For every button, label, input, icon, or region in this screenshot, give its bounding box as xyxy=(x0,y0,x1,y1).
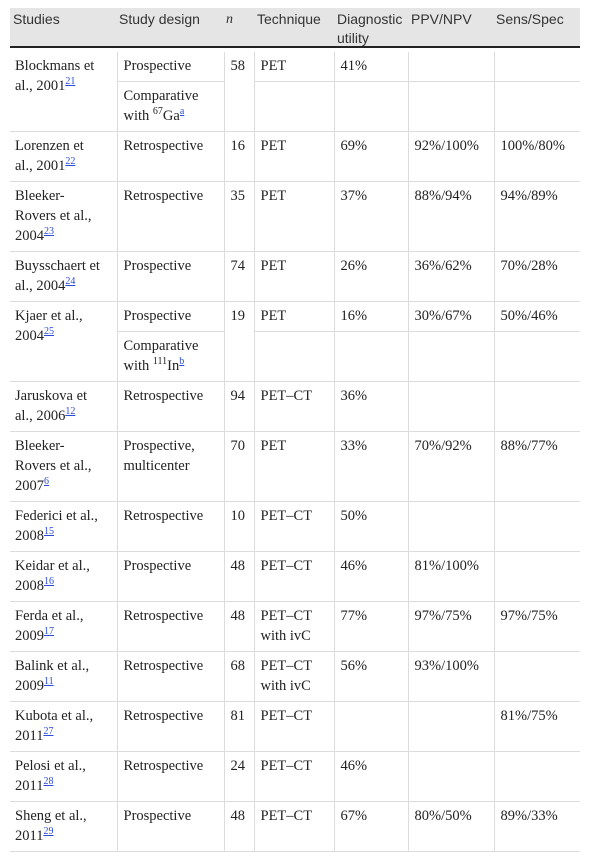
technique-text: PET–CT xyxy=(260,558,313,574)
technique-cell xyxy=(254,432,334,502)
design-text: Retrospective xyxy=(123,758,204,774)
ppv-npv-cell xyxy=(408,802,494,852)
study-name-line: Jaruskova et xyxy=(15,388,88,404)
reference-sup xyxy=(44,526,54,537)
isotope-mass: 111 xyxy=(152,356,168,368)
design-text: multicenter xyxy=(123,458,190,474)
study-name-line: Lorenzen et xyxy=(15,138,84,154)
ppv-npv-cell xyxy=(408,432,494,502)
table-row xyxy=(10,52,580,82)
n-value: 74 xyxy=(230,258,245,274)
sens-spec-cell xyxy=(494,82,580,132)
design-text: Prospective xyxy=(123,558,192,574)
technique-text: PET xyxy=(260,188,287,204)
design-cell xyxy=(117,652,224,702)
design-text: with xyxy=(123,108,153,124)
sens-spec-value: 81%/75% xyxy=(500,708,558,724)
study-name-line: 2011 xyxy=(15,728,44,744)
technique-cell xyxy=(254,552,334,602)
design-cell xyxy=(117,432,224,502)
n-cell xyxy=(224,52,254,132)
ppv-npv-cell xyxy=(408,502,494,552)
reference-sup xyxy=(44,576,54,587)
table-row xyxy=(10,432,580,502)
study-name-line: al., 2006 xyxy=(15,408,66,424)
n-value: 48 xyxy=(230,558,245,574)
study-cell xyxy=(10,252,117,302)
technique-text: PET xyxy=(260,58,287,74)
design-cell xyxy=(117,132,224,182)
n-value: 19 xyxy=(230,308,245,324)
n-value: 48 xyxy=(230,808,245,824)
diagnostic-utility-cell xyxy=(334,182,408,252)
reference-sup xyxy=(44,626,54,637)
diagnostic-value: 16% xyxy=(340,308,368,324)
study-cell xyxy=(10,182,117,252)
study-cell xyxy=(10,602,117,652)
header-technique: Technique xyxy=(257,11,321,27)
header-ppv-npv: PPV/NPV xyxy=(411,11,472,27)
n-value: 81 xyxy=(230,708,245,724)
study-name-line: Kubota et al., xyxy=(15,708,94,724)
ppv-npv-cell xyxy=(408,52,494,82)
design-text: Prospective xyxy=(123,308,192,324)
sens-spec-cell xyxy=(494,252,580,302)
table-row xyxy=(10,132,580,182)
diagnostic-utility-cell xyxy=(334,802,408,852)
design-cell xyxy=(117,502,224,552)
ppv-npv-cell xyxy=(408,332,494,382)
sens-spec-cell xyxy=(494,702,580,752)
design-text: Retrospective xyxy=(123,708,204,724)
n-value: 16 xyxy=(230,138,245,154)
design-cell xyxy=(117,702,224,752)
technique-cell xyxy=(254,602,334,652)
study-name-line: 2008 xyxy=(15,578,44,594)
design-cell xyxy=(117,382,224,432)
study-cell xyxy=(10,432,117,502)
diagnostic-value: 50% xyxy=(340,508,368,524)
study-name-line: Federici et al., xyxy=(15,508,98,524)
design-text: Retrospective xyxy=(123,608,204,624)
design-text: Retrospective xyxy=(123,658,204,674)
ppv-npv-cell xyxy=(408,252,494,302)
sens-spec-cell xyxy=(494,52,580,82)
ppv-npv-value: 88%/94% xyxy=(414,188,472,204)
ppv-npv-cell xyxy=(408,752,494,802)
reference-link[interactable]: 16 xyxy=(44,576,54,588)
design-cell xyxy=(117,602,224,652)
reference-sup xyxy=(43,726,53,737)
reference-sup xyxy=(65,406,75,417)
n-value: 35 xyxy=(230,188,245,204)
technique-cell xyxy=(254,252,334,302)
design-text: Retrospective xyxy=(123,188,204,204)
ppv-npv-cell xyxy=(408,702,494,752)
reference-link[interactable]: 28 xyxy=(43,776,54,788)
n-value: 24 xyxy=(230,758,245,774)
technique-cell xyxy=(254,332,334,382)
technique-text: PET xyxy=(260,308,287,324)
n-cell xyxy=(224,432,254,502)
reference-link[interactable]: 6 xyxy=(44,476,49,488)
study-cell xyxy=(10,552,117,602)
design-text: Retrospective xyxy=(123,388,204,404)
n-cell xyxy=(224,502,254,552)
n-cell xyxy=(224,302,254,382)
n-value: 68 xyxy=(230,658,245,674)
technique-cell xyxy=(254,652,334,702)
table-row xyxy=(10,302,580,332)
technique-cell xyxy=(254,382,334,432)
diagnostic-utility-cell xyxy=(334,132,408,182)
reference-link[interactable]: 25 xyxy=(44,326,54,338)
study-name-line: Pelosi et al., xyxy=(15,758,86,774)
design-cell xyxy=(117,52,224,82)
diagnostic-value: 46% xyxy=(340,558,368,574)
ppv-npv-value: 97%/75% xyxy=(414,608,472,624)
diagnostic-value: 69% xyxy=(340,138,368,154)
design-cell xyxy=(117,802,224,852)
design-cell xyxy=(117,332,224,382)
study-name-line: Blockmans et xyxy=(15,58,95,74)
study-name-line: 2004 xyxy=(15,328,44,344)
reference-link[interactable]: 12 xyxy=(65,406,76,418)
sens-spec-cell xyxy=(494,332,580,382)
reference-link[interactable]: 17 xyxy=(44,626,54,638)
reference-sup xyxy=(65,276,75,287)
diagnostic-value: 56% xyxy=(340,658,368,674)
design-text: Retrospective xyxy=(123,138,204,154)
design-cell xyxy=(117,552,224,602)
sens-spec-value: 100%/80% xyxy=(500,138,565,154)
design-cell xyxy=(117,302,224,332)
reference-link[interactable]: 23 xyxy=(44,226,54,238)
reference-link[interactable]: 24 xyxy=(65,276,76,288)
reference-sup xyxy=(44,676,54,687)
diagnostic-utility-cell xyxy=(334,702,408,752)
technique-cell xyxy=(254,82,334,132)
design-cell xyxy=(117,82,224,132)
table-row xyxy=(10,382,580,432)
n-cell xyxy=(224,802,254,852)
sens-spec-value: 94%/89% xyxy=(500,188,558,204)
study-name-line: al., 2001 xyxy=(15,78,66,94)
ppv-npv-value: 81%/100% xyxy=(414,558,479,574)
technique-text: PET–CT xyxy=(260,808,313,824)
sens-spec-cell xyxy=(494,552,580,602)
reference-link[interactable]: 21 xyxy=(65,76,76,88)
diagnostic-utility-cell xyxy=(334,252,408,302)
header-sens-spec: Sens/Spec xyxy=(496,11,564,27)
ppv-npv-value: 36%/62% xyxy=(414,258,472,274)
diagnostic-utility-cell xyxy=(334,602,408,652)
technique-cell xyxy=(254,802,334,852)
n-cell xyxy=(224,752,254,802)
n-value: 10 xyxy=(230,508,245,524)
n-cell xyxy=(224,382,254,432)
technique-cell xyxy=(254,132,334,182)
reference-sup xyxy=(44,476,49,487)
reference-link[interactable]: 29 xyxy=(43,826,54,838)
n-value: 58 xyxy=(230,58,245,74)
study-name-line: 2009 xyxy=(15,628,44,644)
n-cell xyxy=(224,602,254,652)
study-name-line: Balink et al., xyxy=(15,658,90,674)
study-name-line: Rovers et al., xyxy=(15,208,92,224)
ppv-npv-cell xyxy=(408,552,494,602)
study-cell xyxy=(10,502,117,552)
ppv-npv-value: 80%/50% xyxy=(414,808,472,824)
study-name-line: Buysschaert et xyxy=(15,258,100,274)
sens-spec-value: 50%/46% xyxy=(500,308,558,324)
study-name-line: 2009 xyxy=(15,678,44,694)
sens-spec-cell xyxy=(494,182,580,252)
study-cell xyxy=(10,652,117,702)
n-value: 94 xyxy=(230,388,245,404)
sens-spec-cell xyxy=(494,132,580,182)
technique-text: with ivC xyxy=(260,628,311,644)
diagnostic-value: 46% xyxy=(340,758,368,774)
diagnostic-utility-cell xyxy=(334,52,408,82)
study-name-line: al., 2001 xyxy=(15,158,66,174)
study-cell xyxy=(10,752,117,802)
study-cell xyxy=(10,802,117,852)
sens-spec-value: 97%/75% xyxy=(500,608,558,624)
study-cell xyxy=(10,132,117,182)
study-name-line: 2008 xyxy=(15,528,44,544)
technique-cell xyxy=(254,52,334,82)
study-name-line: Ferda et al., xyxy=(15,608,84,624)
n-cell xyxy=(224,132,254,182)
studies-table-wrapper xyxy=(10,8,580,852)
technique-text: PET xyxy=(260,258,287,274)
technique-cell xyxy=(254,302,334,332)
reference-sup xyxy=(44,226,54,237)
reference-link[interactable]: 22 xyxy=(65,156,76,168)
sens-spec-cell xyxy=(494,382,580,432)
study-name-line: Bleeker- xyxy=(15,188,65,204)
design-text: with xyxy=(123,358,153,374)
n-cell xyxy=(224,552,254,602)
diagnostic-utility-cell xyxy=(334,382,408,432)
design-text: Comparative xyxy=(123,338,199,354)
design-text: Prospective xyxy=(123,258,192,274)
diagnostic-utility-cell xyxy=(334,502,408,552)
table-row xyxy=(10,502,580,552)
ppv-npv-cell xyxy=(408,182,494,252)
sens-spec-cell xyxy=(494,432,580,502)
table-row xyxy=(10,252,580,302)
sens-spec-value: 88%/77% xyxy=(500,438,558,454)
technique-cell xyxy=(254,502,334,552)
technique-text: PET–CT xyxy=(260,388,313,404)
reference-sup xyxy=(65,76,75,87)
isotope-element: In xyxy=(167,358,180,374)
reference-sup xyxy=(65,156,75,167)
study-year: 2007 xyxy=(15,478,44,494)
table-row xyxy=(10,702,580,752)
reference-sup xyxy=(44,326,54,337)
design-cell xyxy=(117,252,224,302)
reference-sup xyxy=(43,776,53,787)
design-text: Prospective, xyxy=(123,438,195,454)
reference-sup xyxy=(43,826,53,837)
table-row xyxy=(10,602,580,652)
ppv-npv-value: 92%/100% xyxy=(414,138,479,154)
diagnostic-utility-cell xyxy=(334,652,408,702)
studies-table xyxy=(10,52,580,852)
diagnostic-value: 77% xyxy=(340,608,368,624)
reference-link[interactable]: 15 xyxy=(44,526,54,538)
n-cell xyxy=(224,182,254,252)
diagnostic-utility-cell xyxy=(334,302,408,332)
design-text: Retrospective xyxy=(123,508,204,524)
diagnostic-utility-cell xyxy=(334,432,408,502)
design-cell xyxy=(117,752,224,802)
header-n: n xyxy=(226,12,233,27)
diagnostic-value: 33% xyxy=(340,438,368,454)
sens-spec-cell xyxy=(494,752,580,802)
study-year: 2004 xyxy=(15,228,44,244)
table-row xyxy=(10,552,580,602)
n-value: 70 xyxy=(230,438,245,454)
design-cell xyxy=(117,182,224,252)
reference-link[interactable]: 11 xyxy=(44,676,54,688)
study-cell xyxy=(10,52,117,132)
table-row xyxy=(10,182,580,252)
study-name-line: Sheng et al., xyxy=(15,808,87,824)
diagnostic-value: 36% xyxy=(340,388,368,404)
sens-spec-cell xyxy=(494,802,580,852)
footnote-link[interactable]: b xyxy=(179,356,185,368)
technique-text: PET xyxy=(260,438,287,454)
study-cell xyxy=(10,702,117,752)
diagnostic-utility-cell xyxy=(334,552,408,602)
footnote-sup xyxy=(179,356,184,367)
ppv-npv-value: 30%/67% xyxy=(414,308,472,324)
study-name-line: Bleeker- xyxy=(15,438,65,454)
sens-spec-cell xyxy=(494,502,580,552)
footnote-sup xyxy=(180,106,184,117)
technique-text: PET xyxy=(260,138,287,154)
technique-cell xyxy=(254,702,334,752)
n-cell xyxy=(224,702,254,752)
ppv-npv-cell xyxy=(408,652,494,702)
isotope-element: Ga xyxy=(162,108,180,124)
table-header xyxy=(10,8,580,48)
diagnostic-utility-cell xyxy=(334,82,408,132)
ppv-npv-value: 70%/92% xyxy=(414,438,472,454)
study-name-line: Kjaer et al., xyxy=(15,308,83,324)
technique-cell xyxy=(254,182,334,252)
table-body xyxy=(10,52,580,852)
diagnostic-value: 41% xyxy=(340,58,368,74)
reference-link[interactable]: 27 xyxy=(43,726,54,738)
study-name-line: al., 2004 xyxy=(15,278,66,294)
ppv-npv-cell xyxy=(408,382,494,432)
table-row xyxy=(10,752,580,802)
ppv-npv-value: 93%/100% xyxy=(414,658,479,674)
n-cell xyxy=(224,652,254,702)
header-studies: Studies xyxy=(13,11,60,27)
technique-cell xyxy=(254,752,334,802)
design-text: Prospective xyxy=(123,58,192,74)
design-text: Comparative xyxy=(123,88,199,104)
n-cell xyxy=(224,252,254,302)
sens-spec-cell xyxy=(494,652,580,702)
sens-spec-value: 70%/28% xyxy=(500,258,558,274)
diagnostic-utility-cell xyxy=(334,752,408,802)
ppv-npv-cell xyxy=(408,132,494,182)
study-name-line: Keidar et al., xyxy=(15,558,90,574)
diagnostic-utility-cell xyxy=(334,332,408,382)
technique-text: PET–CT xyxy=(260,608,313,624)
header-study-design: Study design xyxy=(119,11,200,27)
sens-spec-cell xyxy=(494,602,580,652)
study-name-line: Rovers et al., xyxy=(15,458,92,474)
diagnostic-value: 37% xyxy=(340,188,368,204)
ppv-npv-cell xyxy=(408,602,494,652)
technique-text: PET–CT xyxy=(260,658,313,674)
header-diagnostic-utility: Diagnostic utility xyxy=(337,11,403,46)
sens-spec-cell xyxy=(494,302,580,332)
design-text: Prospective xyxy=(123,808,192,824)
sens-spec-value: 89%/33% xyxy=(500,808,558,824)
ppv-npv-cell xyxy=(408,302,494,332)
study-name-line: 2011 xyxy=(15,828,44,844)
diagnostic-value: 67% xyxy=(340,808,368,824)
n-value: 48 xyxy=(230,608,245,624)
table-row xyxy=(10,652,580,702)
technique-text: PET–CT xyxy=(260,758,313,774)
diagnostic-value: 26% xyxy=(340,258,368,274)
study-name-line: 2011 xyxy=(15,778,44,794)
study-cell xyxy=(10,382,117,432)
table-row xyxy=(10,802,580,852)
technique-text: with ivC xyxy=(260,678,311,694)
technique-text: PET–CT xyxy=(260,508,313,524)
technique-text: PET–CT xyxy=(260,708,313,724)
ppv-npv-cell xyxy=(408,82,494,132)
isotope-mass: 67 xyxy=(152,106,163,118)
footnote-link[interactable]: a xyxy=(179,106,185,118)
study-cell xyxy=(10,302,117,382)
